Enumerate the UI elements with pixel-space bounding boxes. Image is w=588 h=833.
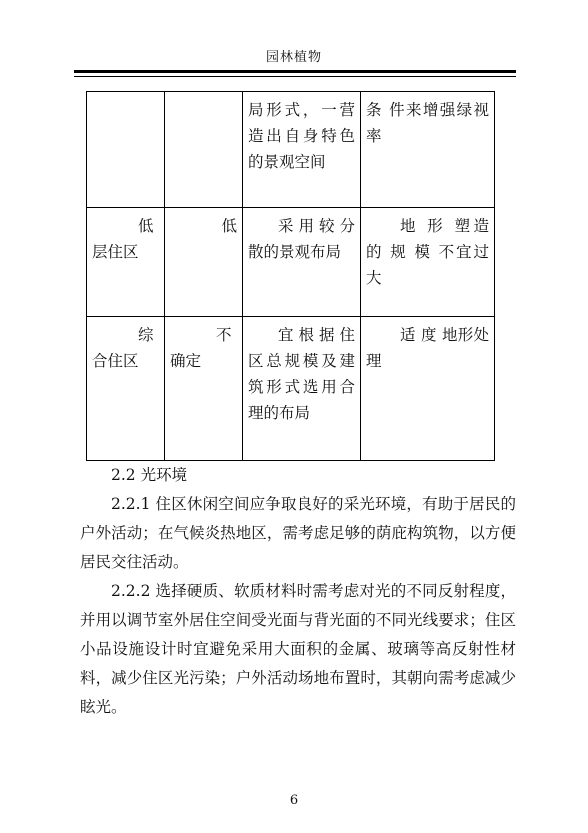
table-row: [87, 92, 495, 208]
header-rule-thin: [74, 76, 516, 77]
table-cell: 采用较分散的景观布局: [243, 208, 361, 317]
running-header: 园林植物: [265, 50, 322, 65]
table-cell: 局形式，一营造出自身特色的景观空间: [243, 92, 361, 208]
table-cell: 低层住区: [87, 208, 165, 317]
table-cell: 低: [165, 208, 243, 317]
header-rule-thick: [74, 70, 516, 73]
table-row: [87, 208, 495, 317]
table-cell: [165, 92, 243, 208]
table-cell: 适 度 地形处理: [361, 317, 495, 461]
table-cell: 宜根据住区总规模及建筑形式选用合理的布局: [243, 317, 361, 461]
paragraph: 2.2.2 选择硬质、软质材料时需考虑对光的不同反射程度，并用以调节室外居住空间受光面与背光面的不同光线要求；住区小品设施设计时宜避免采用大面积的金属、玻璃等高反射性材料，减少住区光污染；户外活动场地布置时，其朝向需考虑减少眩光。: [80, 582, 516, 716]
table-cell: [87, 92, 165, 208]
table-cell: 条 件来增强绿视率: [361, 92, 495, 208]
page-number: 6: [289, 793, 299, 808]
table-row: [87, 317, 495, 461]
paragraph: 2.2.1 住区休闲空间应争取良好的采光环境，有助于居民的户外活动；在气候炎热地区，需考虑足够的荫庇构筑物，以方便居民交往活动。: [80, 495, 516, 571]
table-cell: 不确定: [165, 317, 243, 461]
body-text: [80, 461, 516, 722]
section-heading: 2.2 光环境: [111, 466, 188, 484]
table-cell: 综合住区: [87, 317, 165, 461]
table-cell: 地 形 塑造 的 规 模 不宜过大: [361, 208, 495, 317]
layout-table: [86, 91, 495, 461]
